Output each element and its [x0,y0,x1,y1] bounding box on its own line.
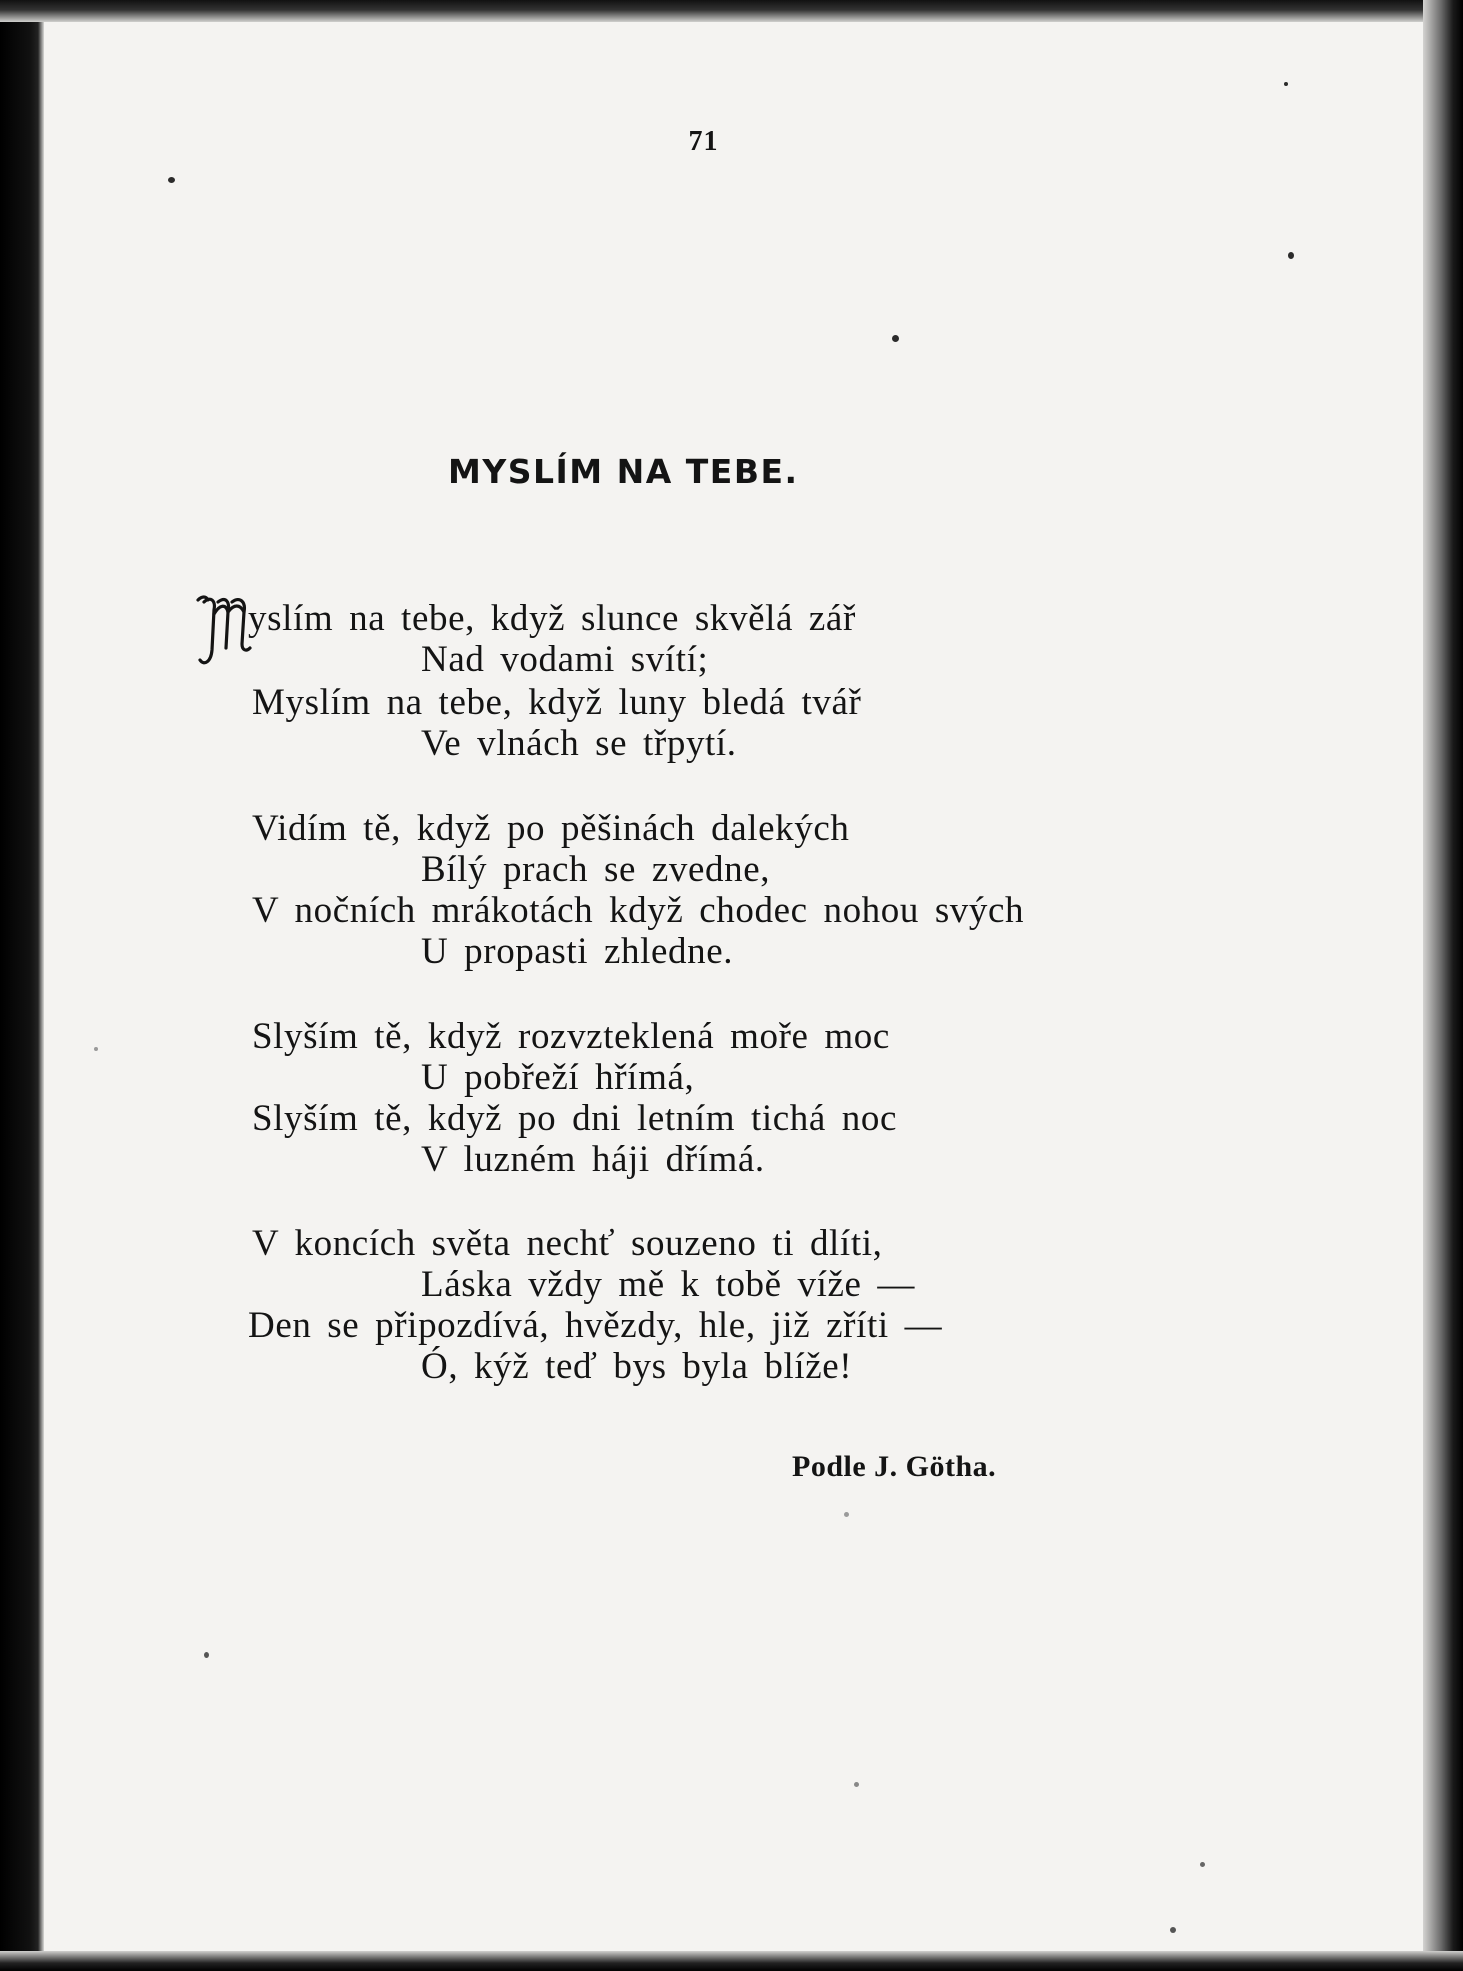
stanza-2-line-2: Bílý prach se zvedne, [421,849,771,890]
scan-speck [94,1047,98,1051]
stanza-3-line-4: V luzném háji dřímá. [421,1139,765,1180]
stanza-2-line-1: Vidím tě, když po pěšinách dalekých [252,808,850,849]
scan-edge-bottom [0,1951,1463,1971]
poem-title: MYSLÍM NA TEBE. [448,452,799,491]
scan-speck [1170,1927,1176,1933]
stanza-2-line-3: V nočních mrákotách když chodec nohou svých [252,890,1025,931]
stanza-3-line-2: U pobřeží hřímá, [421,1057,695,1098]
scan-speck [204,1652,209,1658]
scan-speck [892,335,899,342]
stanza-4-line-4: Ó, kýž teď bys byla blíže! [421,1346,853,1387]
stanza-4-line-2: Láska vždy mě k tobě víže — [421,1264,915,1305]
stanza-1-line-2: Nad vodami svítí; [421,639,709,680]
stanza-1-line-1: yslím na tebe, když slunce skvělá zář [248,598,856,639]
stanza-3-line-3: Slyším tě, když po dni letním tichá noc [252,1098,897,1139]
scan-speck [854,1782,859,1787]
scan-speck [1288,252,1294,259]
stanza-3-line-1: Slyším tě, když rozvzteklená moře moc [252,1016,890,1057]
stanza-4-line-1: V koncích světa nechť souzeno ti dlíti, [252,1223,883,1264]
poem-attribution: Podle J. Götha. [792,1450,997,1483]
scan-speck [168,177,175,183]
stanza-1-line-4: Ve vlnách se třpytí. [421,723,737,764]
book-page [44,22,1423,1951]
stanza-4-line-3: Den se připozdívá, hvězdy, hle, již zříti — [248,1305,943,1346]
scan-speck [1284,82,1288,86]
ornamental-initial-m [196,592,252,672]
scan-speck [1200,1862,1205,1867]
scan-edge-top [0,0,1463,22]
scan-speck [844,1512,849,1517]
stanza-1-line-3: Myslím na tebe, když luny bledá tvář [252,682,862,723]
stanza-2-line-4: U propasti zhledne. [421,931,734,972]
page-number: 71 [688,126,719,157]
scan-edge-left [0,0,44,1971]
scan-edge-right [1423,0,1463,1971]
